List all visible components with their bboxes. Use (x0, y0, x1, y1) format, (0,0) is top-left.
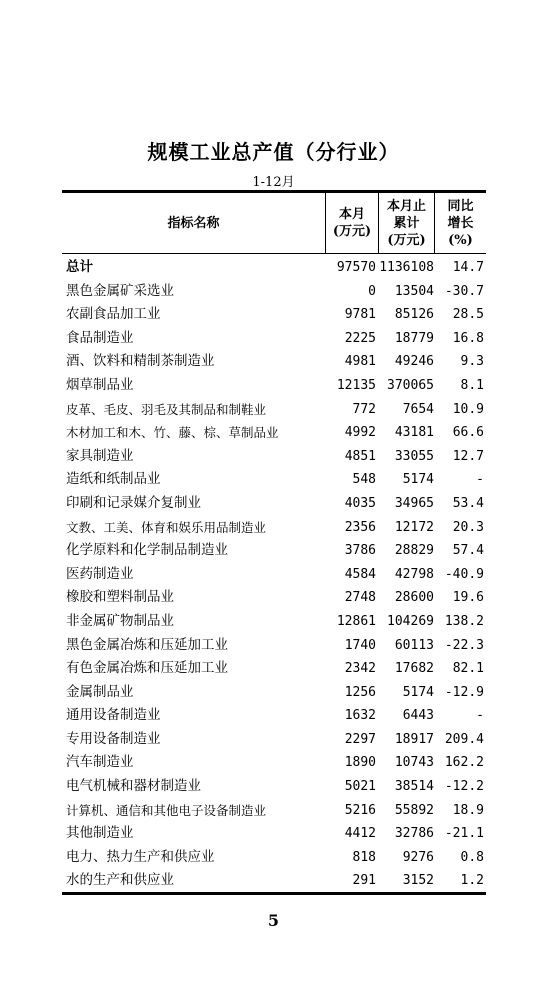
row-name: 烟草制品业 (66, 376, 134, 393)
row-month-value: 97570 (336, 260, 376, 275)
row-yoy-growth: 138.2 (444, 613, 484, 629)
table-row (62, 634, 486, 658)
row-month-value: 12861 (336, 613, 376, 629)
row-cumulative-value: 6443 (402, 708, 434, 724)
row-month-value: 772 (352, 401, 376, 417)
header-indicator-name: 指标名称 (167, 215, 220, 231)
row-month-value: 4035 (344, 495, 376, 511)
row-name: 有色金属冶炼和压延加工业 (66, 660, 228, 677)
table-row (62, 327, 486, 351)
row-yoy-growth: 16.8 (452, 330, 484, 346)
row-month-value: 1890 (344, 755, 376, 771)
table-row (62, 398, 486, 422)
header-cumulative-value: 本月止 累计 (万元) (386, 198, 426, 248)
row-month-value: 2748 (344, 590, 376, 606)
row-name: 总计 (66, 259, 93, 275)
row-month-value: 5216 (344, 802, 376, 818)
table-row (62, 468, 486, 492)
row-name: 印刷和记录媒介复制业 (66, 494, 201, 511)
row-name: 其他制造业 (66, 825, 134, 842)
table-body (62, 256, 486, 893)
row-yoy-growth: 0.8 (460, 849, 484, 865)
row-month-value: 2356 (344, 519, 376, 535)
row-month-value: 3786 (344, 543, 376, 559)
row-cumulative-value: 55892 (394, 802, 434, 818)
header-month-value: 本月 (万元) (332, 207, 372, 239)
row-cumulative-value: 32786 (394, 826, 434, 842)
table-row (62, 822, 486, 846)
row-cumulative-value: 13504 (394, 283, 434, 299)
table-row (62, 751, 486, 775)
row-cumulative-value: 370065 (387, 377, 434, 393)
table-row (62, 563, 486, 587)
row-name: 水的生产和供应业 (66, 872, 174, 889)
row-month-value: 12135 (336, 377, 376, 393)
row-cumulative-value: 104269 (387, 613, 434, 629)
row-yoy-growth: -12.9 (444, 684, 484, 700)
row-cumulative-value: 17682 (394, 661, 434, 677)
row-yoy-growth: - (476, 472, 484, 488)
row-yoy-growth: 18.9 (452, 802, 484, 818)
table-row (62, 586, 486, 610)
row-name: 橡胶和塑料制品业 (66, 589, 174, 606)
table-row (62, 681, 486, 705)
table-row (62, 374, 486, 398)
row-yoy-growth: 162.2 (444, 755, 484, 771)
table-row (62, 869, 486, 893)
row-cumulative-value: 9276 (402, 849, 434, 865)
table-row (62, 421, 486, 445)
row-cumulative-value: 28600 (394, 590, 434, 606)
row-name: 文教、工美、体育和娱乐用品制造业 (66, 519, 267, 535)
table-row (62, 303, 486, 327)
row-month-value: 291 (352, 873, 376, 889)
row-month-value: 4412 (344, 826, 376, 842)
row-name: 黑色金属矿采选业 (66, 282, 174, 299)
table-bottom-rule (62, 892, 486, 895)
row-cumulative-value: 18779 (394, 330, 434, 346)
table-row (62, 492, 486, 516)
table-row (62, 445, 486, 469)
row-name: 电气机械和器材制造业 (66, 778, 201, 795)
row-name: 家具制造业 (66, 447, 134, 464)
row-yoy-growth: 8.1 (460, 377, 484, 393)
table-row (62, 350, 486, 374)
row-yoy-growth: 57.4 (452, 543, 484, 559)
table-row (62, 846, 486, 870)
row-name: 木材加工和木、竹、藤、棕、草制品业 (66, 425, 279, 441)
table-row (62, 799, 486, 823)
row-cumulative-value: 42798 (394, 566, 434, 582)
row-name: 电力、热力生产和供应业 (66, 848, 215, 865)
row-name: 农副食品加工业 (66, 306, 161, 323)
row-name: 化学原料和化学制品制造业 (66, 542, 228, 559)
row-name: 皮革、毛皮、羽毛及其制品和制鞋业 (66, 401, 267, 417)
row-yoy-growth: 9.3 (460, 354, 484, 370)
table-row (62, 704, 486, 728)
row-month-value: 5021 (344, 779, 376, 795)
row-cumulative-value: 43181 (394, 425, 434, 441)
row-cumulative-value: 60113 (394, 637, 434, 653)
row-name: 计算机、通信和其他电子设备制造业 (66, 802, 267, 818)
row-name: 金属制品业 (66, 683, 134, 700)
row-yoy-growth: -12.2 (444, 779, 484, 795)
row-yoy-growth: 14.7 (452, 260, 484, 275)
row-month-value: 0 (368, 283, 376, 299)
row-cumulative-value: 85126 (394, 307, 434, 323)
row-cumulative-value: 18917 (394, 731, 434, 747)
row-yoy-growth: 10.9 (452, 401, 484, 417)
page-number: 5 (267, 911, 280, 930)
row-name: 食品制造业 (66, 329, 134, 346)
row-yoy-growth: 66.6 (452, 425, 484, 441)
row-yoy-growth: 19.6 (452, 590, 484, 606)
row-month-value: 1740 (344, 637, 376, 653)
row-cumulative-value: 49246 (394, 354, 434, 370)
row-name: 医药制造业 (66, 565, 134, 582)
table-row (62, 516, 486, 540)
row-month-value: 1632 (344, 708, 376, 724)
row-name: 造纸和纸制品业 (66, 471, 161, 488)
row-month-value: 9781 (344, 307, 376, 323)
row-yoy-growth: - (476, 708, 484, 724)
row-month-value: 2297 (344, 731, 376, 747)
row-yoy-growth: 82.1 (452, 661, 484, 677)
table-row (62, 256, 486, 280)
table-row (62, 610, 486, 634)
header-bottom-rule (62, 253, 486, 254)
row-yoy-growth: -40.9 (444, 566, 484, 582)
row-cumulative-value: 7654 (402, 401, 434, 417)
row-yoy-growth: -22.3 (444, 637, 484, 653)
row-month-value: 4851 (344, 448, 376, 464)
row-name: 汽车制造业 (66, 754, 134, 771)
row-yoy-growth: 209.4 (444, 731, 484, 747)
row-month-value: 2342 (344, 661, 376, 677)
row-cumulative-value: 5174 (402, 684, 434, 700)
row-month-value: 4981 (344, 354, 376, 370)
row-cumulative-value: 33055 (394, 448, 434, 464)
table-row (62, 728, 486, 752)
row-month-value: 1256 (344, 684, 376, 700)
row-yoy-growth: 12.7 (452, 448, 484, 464)
row-name: 黑色金属冶炼和压延加工业 (66, 636, 228, 653)
row-yoy-growth: 28.5 (452, 307, 484, 323)
table-row (62, 539, 486, 563)
row-month-value: 2225 (344, 330, 376, 346)
row-yoy-growth: 1.2 (460, 873, 484, 889)
table-row (62, 657, 486, 681)
row-cumulative-value: 1136108 (379, 260, 434, 275)
row-month-value: 4584 (344, 566, 376, 582)
table-row (62, 280, 486, 304)
row-name: 非金属矿物制品业 (66, 612, 174, 629)
row-name: 专用设备制造业 (66, 730, 161, 747)
period-label: 1-12月 (252, 175, 295, 190)
row-cumulative-value: 34965 (394, 495, 434, 511)
row-name: 酒、饮料和精制茶制造业 (66, 353, 215, 370)
row-cumulative-value: 28829 (394, 543, 434, 559)
row-month-value: 4992 (344, 425, 376, 441)
row-month-value: 818 (352, 849, 376, 865)
row-yoy-growth: -21.1 (444, 826, 484, 842)
row-name: 通用设备制造业 (66, 707, 161, 724)
row-yoy-growth: 20.3 (452, 519, 484, 535)
row-cumulative-value: 12172 (394, 519, 434, 535)
row-cumulative-value: 5174 (402, 472, 434, 488)
table-row (62, 775, 486, 799)
row-cumulative-value: 38514 (394, 779, 434, 795)
page-title: 规模工业总产值（分行业） (147, 140, 400, 164)
row-month-value: 548 (352, 472, 376, 488)
row-cumulative-value: 10743 (394, 755, 434, 771)
header-yoy-growth: 同比 增长 (%) (447, 198, 474, 248)
row-yoy-growth: -30.7 (444, 283, 484, 299)
row-cumulative-value: 3152 (402, 873, 434, 889)
row-yoy-growth: 53.4 (452, 495, 484, 511)
